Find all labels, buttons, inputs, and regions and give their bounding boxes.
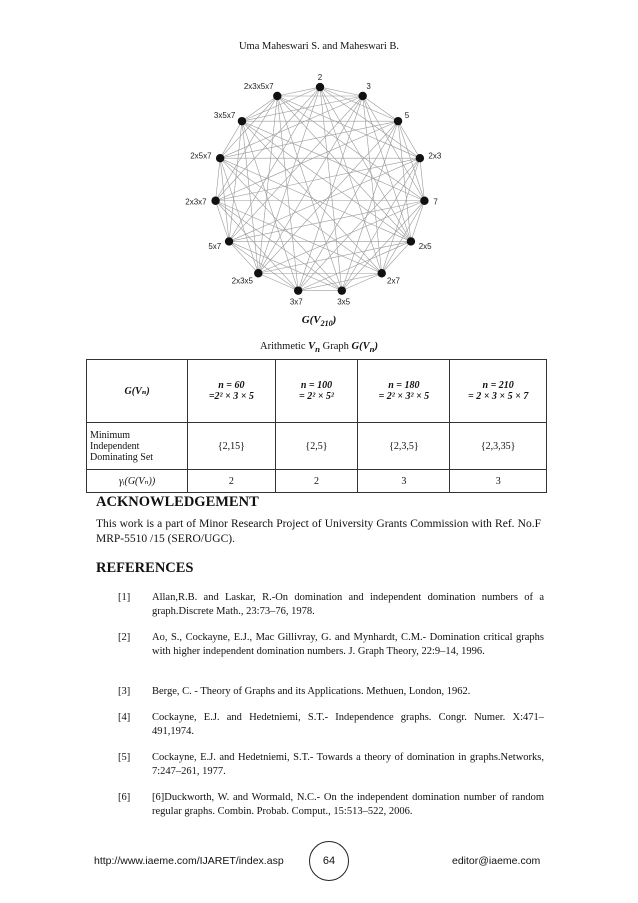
table-cell: {2,3,35}: [450, 423, 547, 470]
graph-edge: [277, 87, 320, 96]
arithmetic-graph-v210: [170, 70, 470, 305]
table-cell: 2: [188, 470, 275, 493]
graph-node: [420, 197, 428, 205]
graph-node-label: 7: [433, 197, 438, 207]
row-label-domination-number: γᵢ(G(Vₙ)): [87, 470, 188, 493]
header-n60-value: n = 60: [218, 380, 245, 391]
row-label-line-1: Minimum: [90, 429, 131, 441]
header-cell-graph: G(Vₙ): [87, 360, 188, 423]
table-cell: {2,3,5}: [358, 423, 450, 470]
graph-edge: [320, 87, 420, 158]
graph-edge: [342, 121, 398, 291]
graph-edge: [320, 87, 398, 121]
graph-node-label: 5x7: [208, 241, 222, 251]
graph-caption: [0, 314, 638, 328]
graph-node: [359, 92, 367, 100]
reference-text: Ao, S., Cockayne, E.J., Mac Gillivray, G. and Mynhardt, C.M.- Domination critical graphs with higher independent domination numbers. J. Graph Theory, 22:9–14, 1996.: [152, 632, 544, 657]
graph-edge: [220, 96, 277, 158]
graph-edge: [258, 201, 424, 273]
graph-edge: [216, 201, 382, 273]
graph-node: [416, 154, 424, 162]
table-cell: {2,5}: [275, 423, 358, 470]
graph-node: [394, 117, 402, 125]
graph-node-label: 2x3x5x7: [243, 81, 274, 91]
graph-edge: [298, 96, 363, 291]
table-caption-g-sub: n: [369, 344, 375, 355]
header-n210-value: n = 210: [482, 380, 514, 391]
graph-node-label: 2x3x5: [231, 276, 253, 286]
graph-node: [316, 83, 324, 91]
graph-node: [378, 269, 386, 277]
header-cell-n60: [188, 360, 275, 423]
graph-edge: [363, 96, 382, 273]
table-cell: 3: [358, 470, 450, 493]
graph-node: [211, 197, 219, 205]
graph-node-label: 5: [404, 111, 410, 121]
table-caption-mid: Graph: [320, 341, 352, 352]
table-caption-g: G(V: [351, 341, 370, 352]
graph-edge: [216, 158, 420, 201]
graph-edge: [229, 241, 258, 273]
graph-edge: [320, 87, 411, 241]
ack-heading: ACKNOWLEDGEMENT: [96, 494, 259, 510]
graph-edge: [277, 96, 342, 291]
graph-edge: [382, 241, 411, 273]
results-table: [86, 359, 547, 493]
header-n180-value: n = 180: [388, 380, 420, 391]
header-cell-n100: [275, 360, 358, 423]
graph-edge: [258, 273, 298, 290]
graph-edge: [242, 121, 382, 273]
reference-text: [6]Duckworth, W. and Wormald, N.C.- On the independent domination number of random regular graphs. Combin. Probab. Comput., 15:513–522, 2006.: [152, 792, 544, 817]
table-header-row: [87, 360, 547, 423]
reference-number: [4]: [118, 712, 131, 723]
reference-number: [6]: [118, 792, 131, 803]
graph-caption-sub: 210: [320, 319, 333, 329]
graph-node-label: 2: [317, 73, 323, 83]
page-number: 64: [309, 841, 349, 881]
graph-node: [238, 117, 246, 125]
graph-node-label: 3: [366, 81, 371, 91]
reference-number: [3]: [118, 686, 131, 697]
header-n180-factor: = 2² × 3² × 5: [378, 391, 430, 402]
table-cell: 2: [275, 470, 358, 493]
graph-node: [273, 92, 281, 100]
table-caption: [0, 341, 638, 354]
graph-node: [294, 286, 302, 294]
row-label-line-3: Dominating Set: [90, 451, 154, 463]
graph-edge: [229, 158, 420, 241]
footer-email: editor@iaeme.com: [452, 855, 541, 867]
table-cell: 3: [450, 470, 547, 493]
graph-edge: [411, 201, 424, 242]
reference-text: Cockayne, E.J. and Hedetniemi, S.T.- Independence graphs. Congr. Numer. X:471–491,1974.: [152, 712, 544, 737]
row-label-dominating-set: [87, 423, 188, 470]
table-row-domination-number: [87, 470, 547, 493]
reference-text: Cockayne, E.J. and Hedetniemi, S.T.- Towards a theory of domination in graphs.Networks, 7:247–261, 1977.: [152, 752, 544, 777]
graph-edge: [320, 87, 342, 291]
graph-edge: [229, 201, 424, 242]
graph-node-label: 2x5: [418, 241, 432, 251]
header-n60-factor: =2² × 3 × 5: [208, 391, 254, 402]
graph-edge: [277, 96, 424, 201]
header-cell-n210: [450, 360, 547, 423]
graph-edge: [242, 121, 298, 291]
references-heading: REFERENCES: [96, 560, 194, 576]
graph-edge: [242, 87, 320, 121]
running-header: Uma Maheswari S. and Maheswari B.: [238, 41, 400, 52]
reference-number: [2]: [118, 632, 131, 643]
graph-edge: [258, 96, 362, 273]
graph-node-label: 2x3: [428, 151, 442, 161]
graph-caption-end: ): [332, 314, 337, 326]
graph-edge: [320, 87, 382, 273]
reference-number: [1]: [118, 592, 131, 603]
graph-edge: [258, 96, 277, 273]
graph-edge: [242, 121, 424, 201]
graph-node-label: 3x5: [337, 297, 351, 305]
table-caption-vn-sub: n: [315, 344, 321, 355]
table-caption-end: ): [374, 341, 378, 352]
graph-node: [254, 269, 262, 277]
graph-edge: [298, 158, 420, 290]
graph-edge: [277, 96, 298, 291]
graph-node-label: 3x5x7: [213, 111, 236, 121]
footer-url: http://www.iaeme.com/IJARET/index.asp: [94, 855, 284, 867]
header-n100-value: n = 100: [300, 380, 333, 391]
table-cell: {2,15}: [188, 423, 275, 470]
reference-number: [5]: [118, 752, 131, 763]
graph-node: [225, 237, 233, 245]
graph-node-label: 2x7: [387, 276, 400, 286]
graph-caption-main: G(V: [301, 314, 321, 326]
header-cell-n180: [358, 360, 450, 423]
ack-text: This work is a part of Minor Research Project of University Grants Commission with Ref. No.F MRP-5510 /15 (SERO/UGC).: [96, 518, 541, 545]
graph-node-label: 2x3x7: [185, 197, 207, 207]
graph-node: [407, 237, 415, 245]
graph-edge: [363, 96, 398, 121]
reference-text: Berge, C. - Theory of Graphs and its Applications. Methuen, London, 1962.: [152, 686, 471, 697]
graph-node: [216, 154, 224, 162]
graph-node: [338, 286, 346, 294]
reference-text: Allan,R.B. and Laskar, R.-On domination and independent domination numbers of a graph.Discrete Math., 23:73–76, 1978.: [152, 592, 544, 617]
header-n210-factor: = 2 × 3 × 5 × 7: [468, 391, 529, 402]
table-caption-prefix: Arithmetic: [260, 341, 309, 352]
header-n100-factor: = 2² × 5²: [299, 391, 334, 402]
graph-edge: [229, 87, 320, 241]
graph-edge: [258, 87, 320, 273]
table-caption-vn: V: [308, 341, 316, 352]
graph-edge: [342, 273, 382, 290]
table-row-dominating-set: [87, 423, 547, 470]
graph-node-label: 3x7: [289, 297, 303, 305]
graph-edge: [258, 121, 398, 273]
row-label-line-2: Independent: [90, 440, 140, 452]
graph-node-label: 2x5x7: [190, 151, 212, 161]
